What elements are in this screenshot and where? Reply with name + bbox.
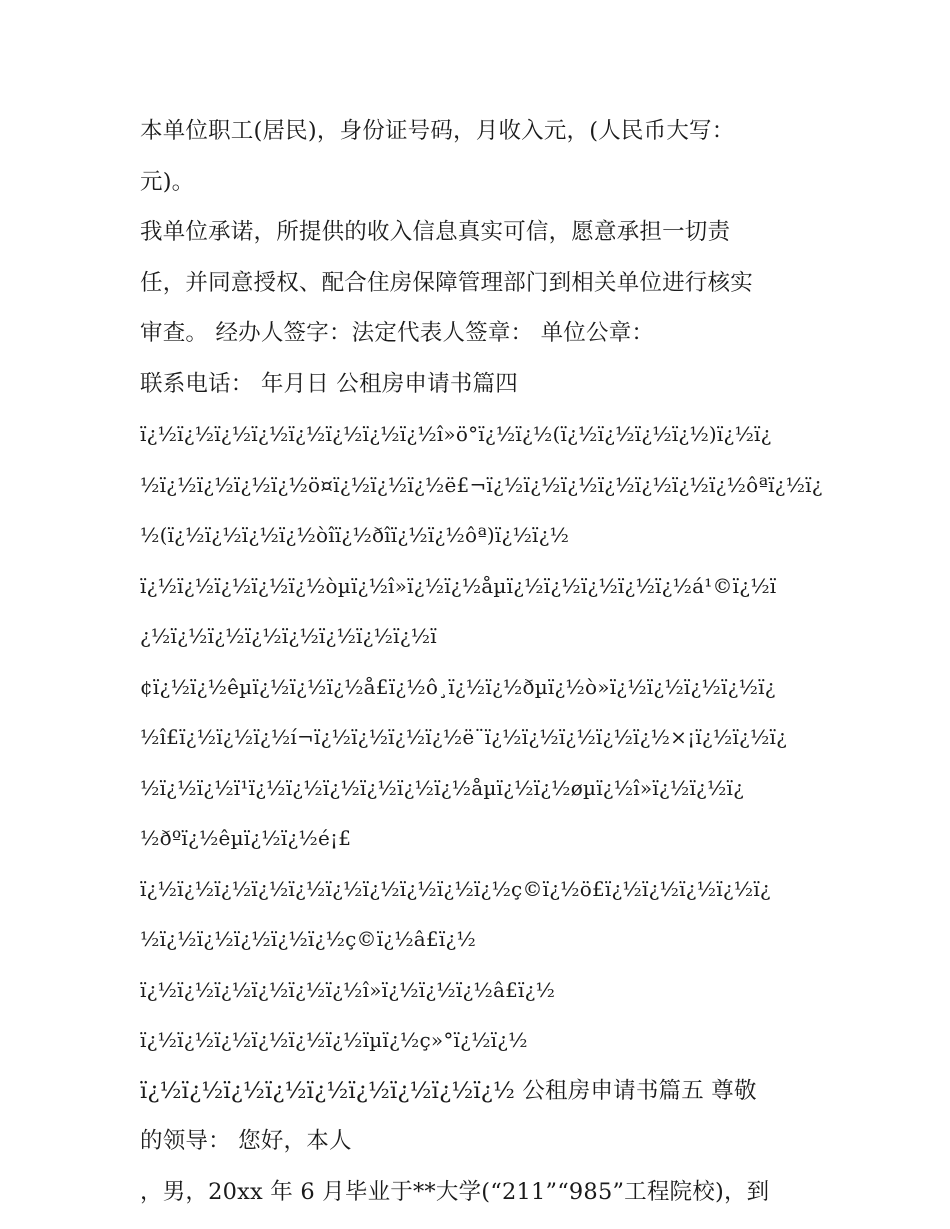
garbled-text-line: ½î£ï¿½ï¿½ï¿½í¬ï¿½ï¿½ï¿½ï¿½ë¨ï¿½ï¿½ï¿½ï¿½ï¿½×¡ï¿½ï¿½ï¿ (140, 725, 788, 749)
garbled-text-line: ½ï¿½ï¿½ï¿½ï¿½ï¿½ç©ï¿½â£ï¿½ (140, 927, 476, 951)
text-line: ，男，20xx 年 6 月毕业于**大学(“211”“985”工程院校)，到 (140, 1178, 770, 1205)
text-line: 联系电话： 年月日 公租房申请书篇四 (140, 370, 518, 397)
text-line: 的领导： 您好，本人 (140, 1128, 352, 1154)
text-line: 本单位职工(居民)，身份证号码，月收入元，(人民币大写： (140, 118, 735, 144)
text-line: 元)。 (140, 168, 195, 195)
garbled-text-line: ï¿½ï¿½ï¿½ï¿½ï¿½ï¿½î»ï¿½ï¿½ï¿½â£ï¿½ (140, 977, 556, 1002)
garbled-text-line: ½ï¿½ï¿½ï¿½ï¿½ö¤ï¿½ï¿½ï¿½ë£¬ï¿½ï¿½ï¿½ï¿½ï¿½ï¿½ï¿½ôªï¿½ï¿ (140, 472, 823, 497)
garbled-text-line: ½ï¿½ï¿½ï¹ï¿½ï¿½ï¿½ï¿½ï¿½ï¿½åµï¿½ï¿½øµï¿½î»ï¿½ï¿½ï¿ (140, 775, 745, 800)
garbled-text-line: ½(ï¿½ï¿½ï¿½ï¿½òîï¿½ðîï¿½ï¿½ôª)ï¿½ï¿½ (140, 523, 570, 547)
text-line: 我单位承诺，所提供的收入信息真实可信，愿意承担一切责 (140, 219, 731, 245)
garbled-text-line: ï¿½ï¿½ï¿½ï¿½ï¿½ï¿½ïµï¿½ç»°ï¿½ï¿½ (140, 1028, 528, 1052)
garbled-text-line: ¢ï¿½ï¿½êµï¿½ï¿½ï¿½å£ï¿½ô¸ï¿½ï¿½ðµï¿½ò»ï¿½ï¿½ï¿½ï¿½ï¿ (140, 674, 776, 699)
garbled-text-line: ï¿½ï¿½ï¿½ï¿½ï¿½ï¿½ï¿½ï¿½ï¿½ï¿½ç©ï¿½ö£ï¿½ï¿½ï¿½ï¿½ï¿ (140, 876, 771, 901)
text-line: 审查。 经办人签字：法定代表人签章： 单位公章： (140, 320, 655, 346)
text-line: 任，并同意授权、配合住房保障管理部门到相关单位进行核实 (140, 269, 753, 296)
document-body (140, 106, 823, 1217)
garbled-text-line: ½ðºï¿½êµï¿½ï¿½é¡£ (140, 826, 352, 850)
text-line: ï¿½ï¿½ï¿½ï¿½ï¿½ï¿½ï¿½ï¿½ï¿½ 公租房申请书篇五 尊敬 (140, 1077, 757, 1104)
garbled-text-line: ï¿½ï¿½ï¿½ï¿½ï¿½òµï¿½î»ï¿½ï¿½åµï¿½ï¿½ï¿½ï¿½ï¿½á¹©ï¿½ï (140, 573, 777, 598)
garbled-text-line: ï¿½ï¿½ï¿½ï¿½ï¿½ï¿½ï¿½ï¿½î»ö°ï¿½ï¿½(ï¿½ï¿½ï¿½ï¿½)ï¿½ï¿ (140, 422, 772, 446)
garbled-text-line: ¿½ï¿½ï¿½ï¿½ï¿½ï¿½ï¿½ï¿½ï (140, 624, 437, 648)
